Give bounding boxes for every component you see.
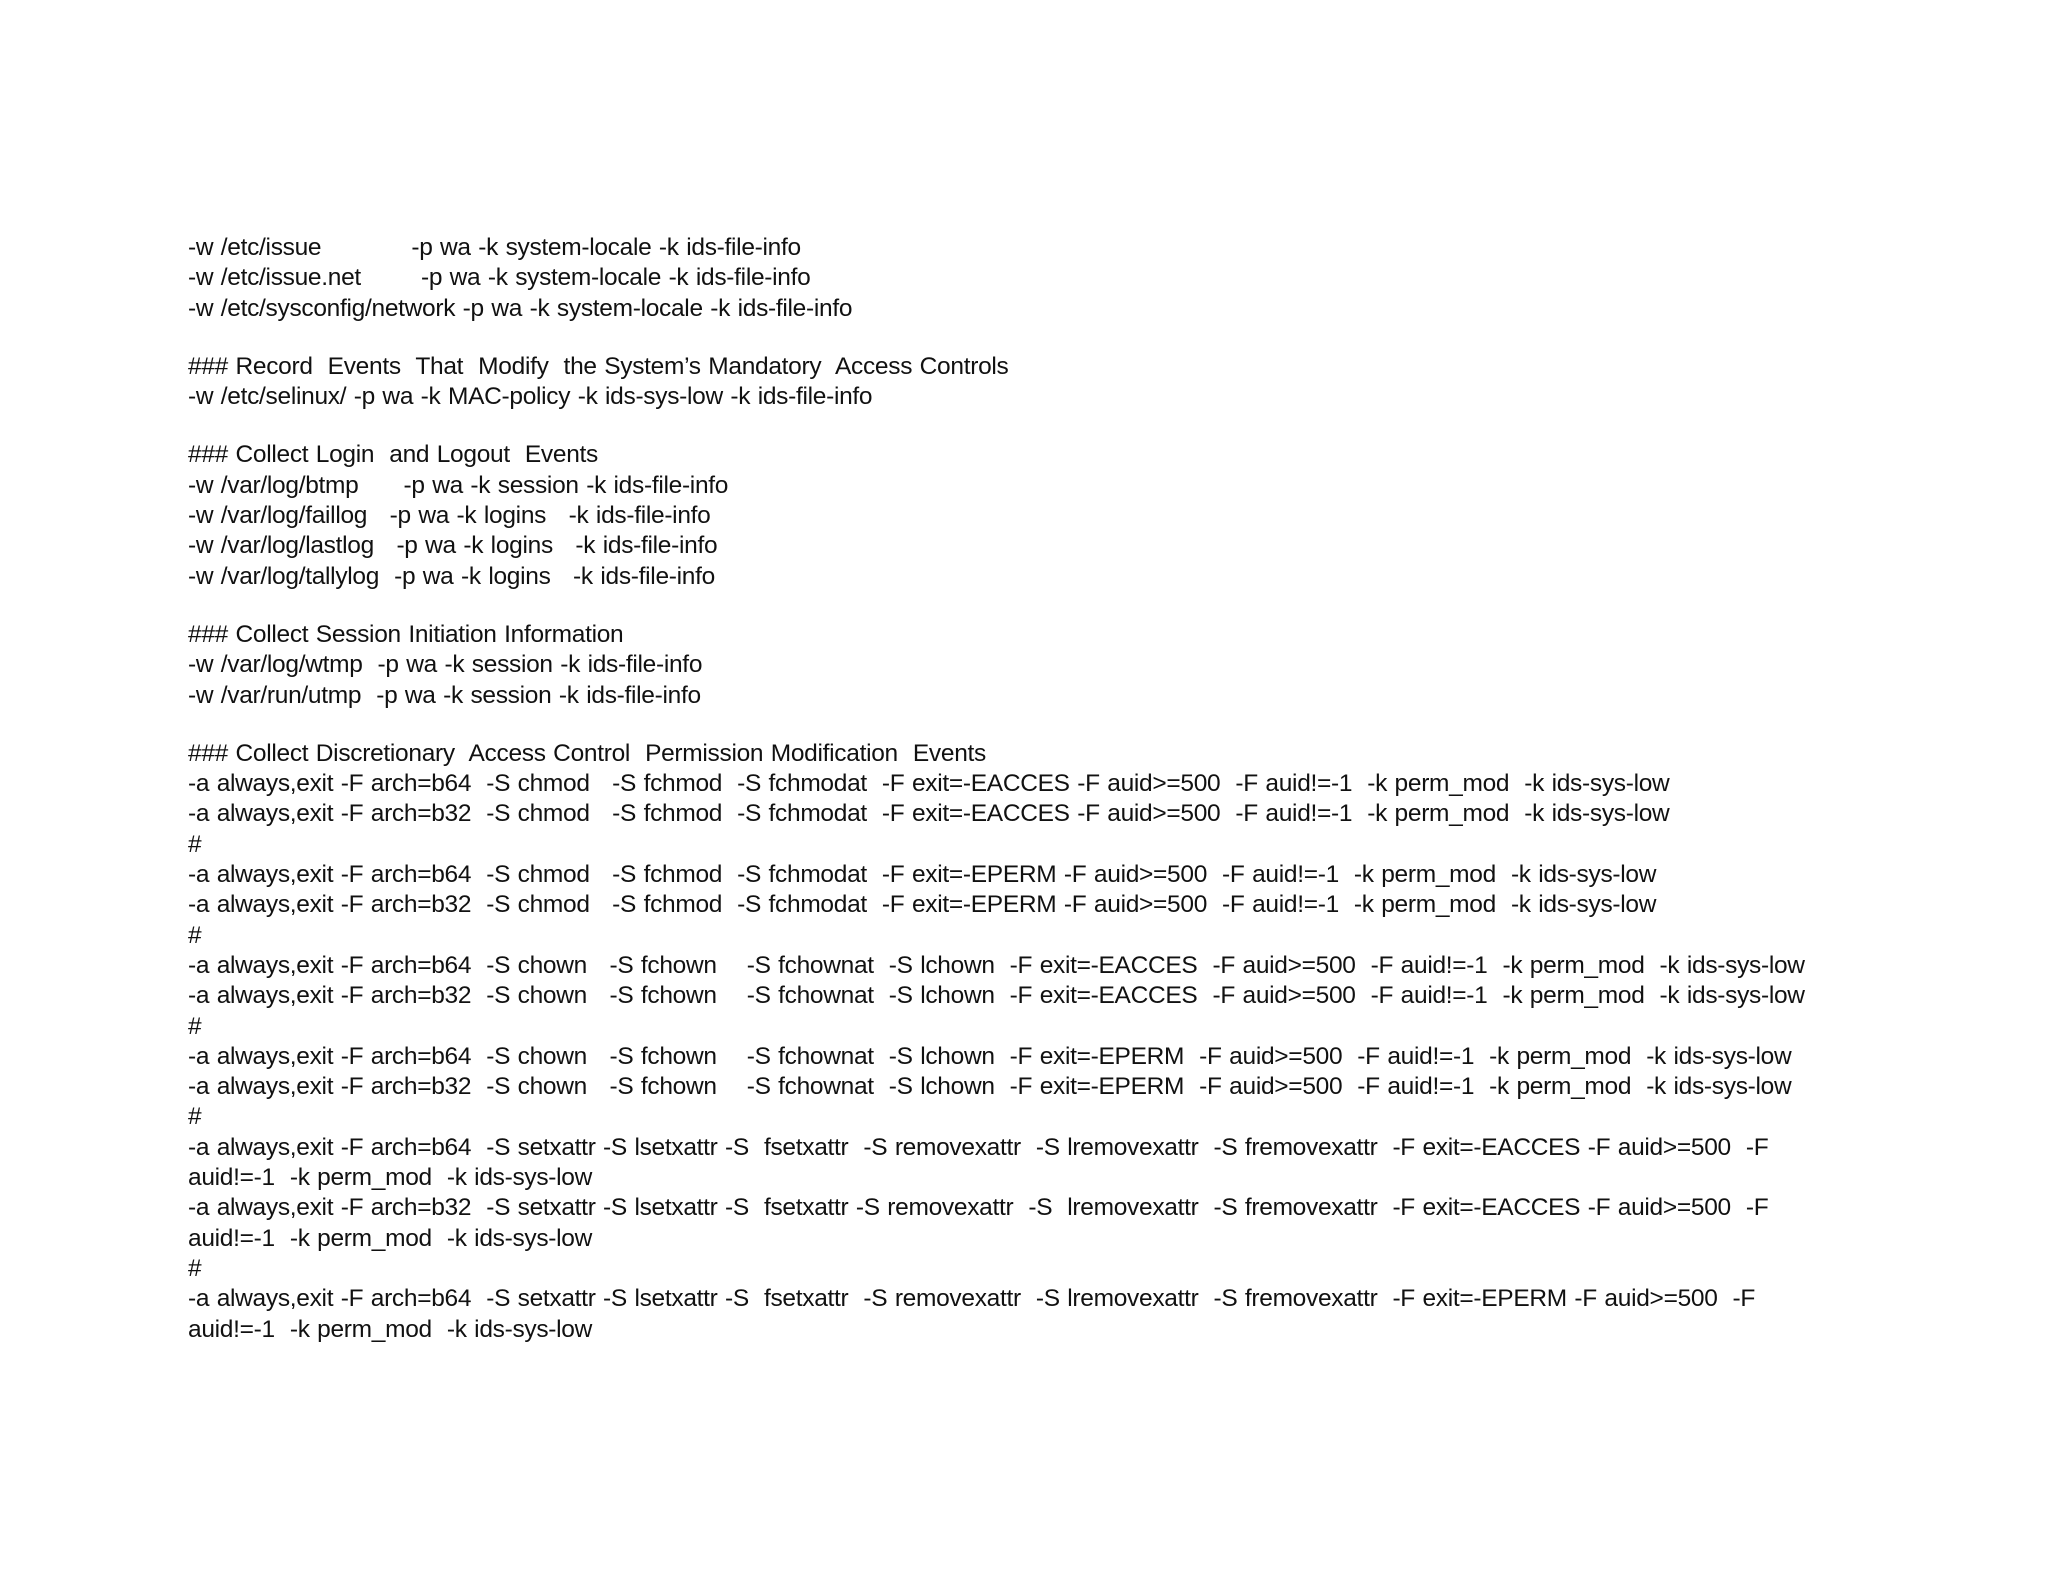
mac-block <box>188 352 1968 413</box>
comment-separator: # <box>188 1012 202 1040</box>
comment-separator: # <box>188 830 202 858</box>
rule-line-chmod-eacces-b64: -a always,exit -F arch=b64 -S chmod -S fchmod -S fchmodat -F exit=-EACCES -F auid>=500 -F auid!=-1 -k perm_mod -k ids-sys-low <box>188 770 1670 798</box>
section-heading-session: ### Collect Session Initiation Information <box>188 620 624 648</box>
section-heading-mac: ### Record Events That Modify the System’s Mandatory Access Controls <box>188 352 1009 380</box>
block-spacer <box>188 324 1968 352</box>
rule-line-chmod-eperm-b32: -a always,exit -F arch=b32 -S chmod -S fchmod -S fchmodat -F exit=-EPERM -F auid>=500 -F auid!=-1 -k perm_mod -k ids-sys-low <box>188 891 1657 919</box>
rule-line-chmod-eperm-b64: -a always,exit -F arch=b64 -S chmod -S fchmod -S fchmodat -F exit=-EPERM -F auid>=500 -F auid!=-1 -k perm_mod -k ids-sys-low <box>188 861 1657 889</box>
dac-block <box>188 739 1968 1345</box>
rule-line-xattr-eacces-b64: -a always,exit -F arch=b64 -S setxattr -S lsetxattr -S fsetxattr -S removexattr -S lremovexattr -S fremovexattr -F exit=-EACCES -F auid>=500 -F <box>188 1133 1769 1161</box>
rule-line-chown-eacces-b64: -a always,exit -F arch=b64 -S chown -S fchown -S fchownat -S lchown -F exit=-EACCES -F auid>=500 -F auid!=-1 -k perm_mod -k ids-sys-low <box>188 951 1805 979</box>
rule-line-sysconfig-network: -w /etc/sysconfig/network -p wa -k system-locale -k ids-file-info <box>188 294 853 322</box>
session-block <box>188 620 1968 711</box>
rule-line-selinux: -w /etc/selinux/ -p wa -k MAC-policy -k ids-sys-low -k ids-file-info <box>188 383 873 411</box>
rule-line-tallylog: -w /var/log/tallylog -p wa -k logins -k ids-file-info <box>188 562 715 590</box>
block-spacer <box>188 711 1968 739</box>
rule-line-faillog: -w /var/log/faillog -p wa -k logins -k ids-file-info <box>188 502 711 530</box>
rule-line-xattr-eperm-b64: -a always,exit -F arch=b64 -S setxattr -S lsetxattr -S fsetxattr -S removexattr -S lremovexattr -S fremovexattr -F exit=-EPERM -F auid>=500 -F <box>188 1285 1756 1313</box>
rule-line-issue: -w /etc/issue -p wa -k system-locale -k ids-file-info <box>188 234 801 261</box>
block-spacer <box>188 412 1968 440</box>
rule-line-xattr-eacces-b32-cont: auid!=-1 -k perm_mod -k ids-sys-low <box>188 1224 593 1252</box>
comment-separator: # <box>188 1103 202 1131</box>
rule-line-xattr-eperm-b64-cont: auid!=-1 -k perm_mod -k ids-sys-low <box>188 1315 593 1343</box>
rule-line-chown-eperm-b32: -a always,exit -F arch=b32 -S chown -S fchown -S fchownat -S lchown -F exit=-EPERM -F auid>=500 -F auid!=-1 -k perm_mod -k ids-sys-low <box>188 1073 1792 1101</box>
comment-separator: # <box>188 1254 202 1282</box>
block-spacer <box>188 592 1968 620</box>
comment-separator: # <box>188 921 202 949</box>
rule-line-wtmp: -w /var/log/wtmp -p wa -k session -k ids-file-info <box>188 651 703 679</box>
rule-line-chown-eacces-b32: -a always,exit -F arch=b32 -S chown -S fchown -S fchownat -S lchown -F exit=-EACCES -F auid>=500 -F auid!=-1 -k perm_mod -k ids-sys-low <box>188 982 1805 1010</box>
audit-rules-text <box>188 233 1968 1345</box>
section-heading-dac: ### Collect Discretionary Access Control Permission Modification Events <box>188 739 986 767</box>
rule-line-btmp: -w /var/log/btmp -p wa -k session -k ids-file-info <box>188 471 729 499</box>
rule-line-xattr-eacces-b32: -a always,exit -F arch=b32 -S setxattr -S lsetxattr -S fsetxattr -S removexattr -S lremovexattr -S fremovexattr -F exit=-EACCES -F auid>=500 -F <box>188 1194 1769 1222</box>
rule-line-issue-net: -w /etc/issue.net -p wa -k system-locale -k ids-file-info <box>188 264 811 292</box>
rule-line-lastlog: -w /var/log/lastlog -p wa -k logins -k ids-file-info <box>188 532 718 560</box>
rule-line-chmod-eacces-b32: -a always,exit -F arch=b32 -S chmod -S fchmod -S fchmodat -F exit=-EACCES -F auid>=500 -F auid!=-1 -k perm_mod -k ids-sys-low <box>188 800 1670 828</box>
section-heading-login-logout: ### Collect Login and Logout Events <box>188 441 598 469</box>
rule-line-xattr-eacces-b64-cont: auid!=-1 -k perm_mod -k ids-sys-low <box>188 1164 593 1192</box>
login-logout-block <box>188 440 1968 591</box>
issue-files-block <box>188 233 1968 324</box>
rule-line-utmp: -w /var/run/utmp -p wa -k session -k ids-file-info <box>188 681 701 709</box>
rule-line-chown-eperm-b64: -a always,exit -F arch=b64 -S chown -S fchown -S fchownat -S lchown -F exit=-EPERM -F auid>=500 -F auid!=-1 -k perm_mod -k ids-sys-low <box>188 1042 1792 1070</box>
